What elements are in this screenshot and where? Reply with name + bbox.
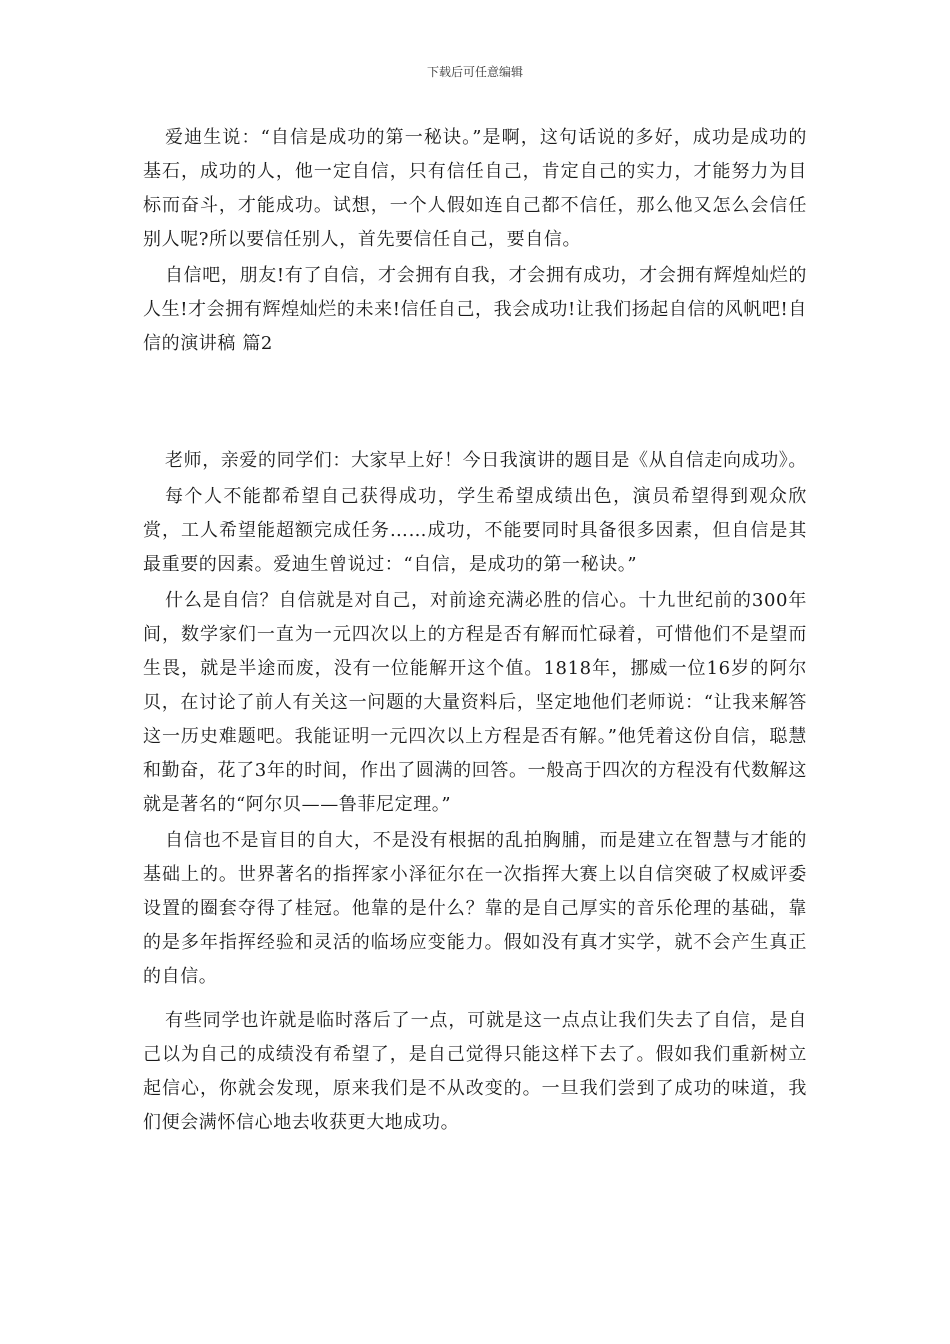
paragraph: 老师，亲爱的同学们：大家早上好！今日我演讲的题目是《从自信走向成功》。 — [165, 450, 807, 471]
speech-section-2 — [143, 444, 807, 1142]
speech-section-1 — [143, 121, 807, 363]
paragraph: 有些同学也许就是临时落后了一点，可就是这一点点让我们失去了自信，是自己以为自己的成绩没有希望了，是自己觉得只能这样下去了。假如我们重新树立起信心，你就会发现，原来我们是不从改变的。一旦我们尝到了成功的味道，我们便会满怀信心地去收获更大地成功。 — [143, 1010, 807, 1133]
page-header-note: 下载后可任意编辑 — [426, 65, 523, 79]
paragraph: 爱迪生说：“自信是成功的第一秘诀。”是啊，这句话说的多好，成功是成功的基石，成功的人，他一定自信，只有信任自己，肯定自己的实力，才能努力为目标而奋斗，才能成功。试想，一个人假如连自己都不信任，那么他又怎么会信任别人呢?所以要信任别人，首先要信任自己，要自信。 — [143, 127, 807, 250]
paragraph: 每个人不能都希望自己获得成功，学生希望成绩出色，演员希望得到观众欣赏，工人希望能超额完成任务……成功，不能要同时具备很多因素，但自信是其最重要的因素。爱迪生曾说过：“自信，是成功的第一秘诀。” — [143, 486, 807, 575]
paragraph: 自信也不是盲目的自大，不是没有根据的乱拍胸脯，而是建立在智慧与才能的基础上的。世界著名的指挥家小泽征尔在一次指挥大赛上以自信突破了权威评委设置的圈套夺得了桂冠。他靠的是什么？靠的是自己厚实的音乐伦理的基础，靠的是多年指挥经验和灵活的临场应变能力。假如没有真才实学，就不会产生真正的自信。 — [143, 830, 807, 987]
paragraph: 自信吧，朋友!有了自信，才会拥有自我，才会拥有成功，才会拥有辉煌灿烂的人生!才会拥有辉煌灿烂的未来!信任自己，我会成功!让我们扬起自信的风帆吧!自信的演讲稿 篇2 — [143, 265, 807, 354]
paragraph: 什么是自信？自信就是对自己，对前途充满必胜的信心。十九世纪前的300年间，数学家们一直为一元四次以上的方程是否有解而忙碌着，可惜他们不是望而生畏，就是半途而废，没有一位能解开这个值。1818年，挪威一位16岁的阿尔贝，在讨论了前人有关这一问题的大量资料后，坚定地他们老师说：“让我来解答这一历史难题吧。我能证明一元四次以上方程是否有解。”他凭着这份自信，聪慧和勤奋，花了3年的时间，作出了圆满的回答。一般高于四次的方程没有代数解这就是著名的“阿尔贝——鲁菲尼定理。” — [143, 590, 807, 815]
